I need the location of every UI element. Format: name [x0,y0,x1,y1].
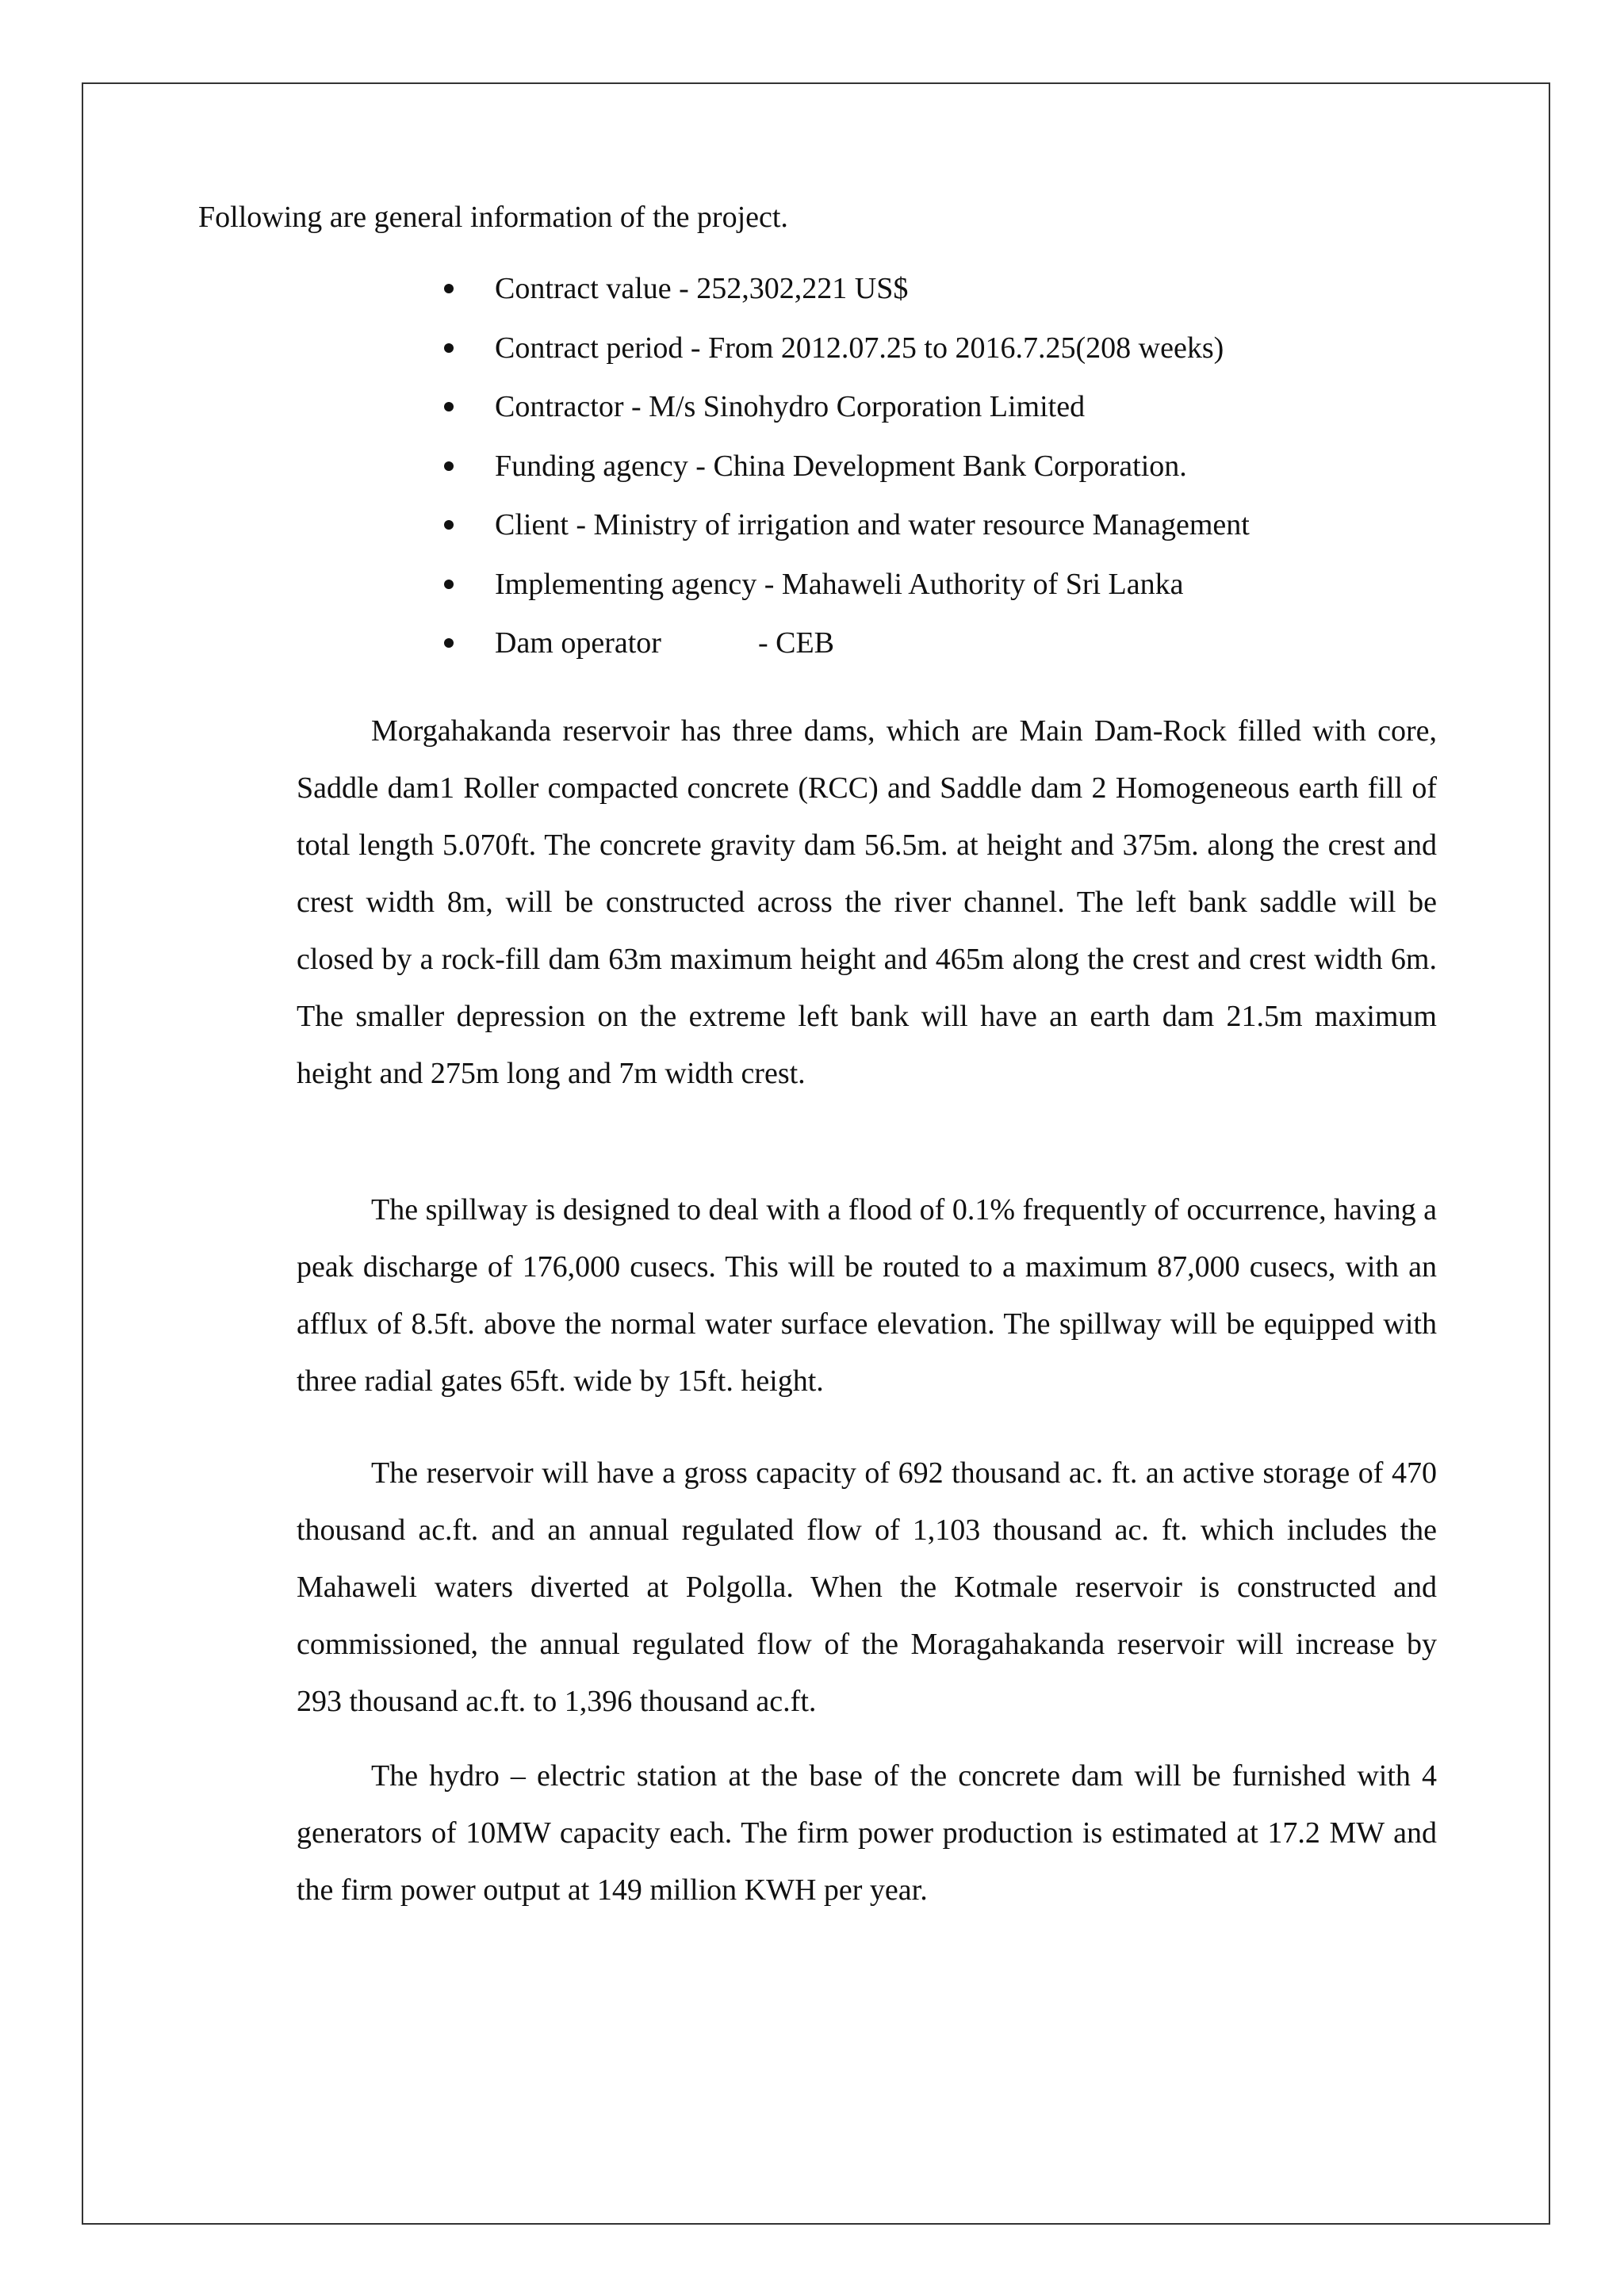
contractor-text: Contractor - M/s Sinohydro Corporation Limited [495,390,1086,423]
list-item [444,383,1250,442]
bullet-icon [444,520,454,530]
intro-text: Following are general information of the project. [198,201,788,234]
paragraph-reservoir-capacity [297,1445,1437,1730]
list-item [444,265,1250,324]
paragraph-dams [297,702,1437,1102]
contract-period-text: Contract period - From 2012.07.25 to 2016.7.25(208 weeks) [495,331,1224,365]
contract-value-text: Contract value - 252,302,221 US$ [495,272,909,305]
bullet-icon [444,402,454,411]
list-item [444,501,1250,561]
bullet-icon [444,343,454,353]
list-item [444,324,1250,384]
list-item [444,442,1250,502]
bullet-icon [444,580,454,589]
funding-agency-text: Funding agency - China Development Bank Corporation. [495,449,1187,483]
implementing-agency-text: Implementing agency - Mahaweli Authority of Sri Lanka [495,567,1184,601]
paragraph-spillway [297,1181,1437,1410]
bullet-icon [444,461,454,471]
client-text: Client - Ministry of irrigation and water resource Management [495,508,1250,541]
paragraph-text: The reservoir will have a gross capacity of 692 thousand ac. ft. an active storage of 470 thousand ac.ft. and an annual regulated flow of 1,103 thousand ac. ft. which includes the Mahaweli waters diverted at Polgolla. When the Kotmale reservoir is constructed and commissioned, the annual regulated flow of the Moragahakanda reservoir will increase by 293 thousand ac.ft. to 1,396 thousand ac.ft. [297,1456,1437,1718]
dam-operator-value: - CEB [757,626,835,660]
paragraph-hydro-station [297,1747,1437,1919]
paragraph-text: The hydro – electric station at the base of the concrete dam will be furnished with 4 generators of 10MW capacity each. The firm power production is estimated at 17.2 MW and the firm power output at 149 million KWH per year. [297,1759,1437,1907]
bullet-icon [444,638,454,648]
dam-operator-label: Dam operator [495,626,661,660]
project-info-list [444,265,1250,679]
paragraph-text: Morgahakanda reservoir has three dams, which are Main Dam-Rock filled with core, Saddle dam1 Roller compacted concrete (RCC) and Saddle dam 2 Homogeneous earth fill of total length 5.070ft. The concrete gravity dam 56.5m. at height and 375m. along the crest and crest width 8m, will be constructed across the river channel. The left bank saddle will be closed by a rock-fill dam 63m maximum height and 465m along the crest and crest width 6m. The smaller depression on the extreme left bank will have an earth dam 21.5m maximum height and 275m long and 7m width crest. [297,714,1437,1090]
paragraph-text: The spillway is designed to deal with a flood of 0.1% frequently of occurrence, having a peak discharge of 176,000 cusecs. This will be routed to a maximum 87,000 cusecs, with an afflux of 8.5ft. above the normal water surface elevation. The spillway will be equipped with three radial gates 65ft. wide by 15ft. height. [297,1193,1437,1398]
list-item [444,561,1250,620]
bullet-icon [444,284,454,293]
list-item [444,619,1250,679]
